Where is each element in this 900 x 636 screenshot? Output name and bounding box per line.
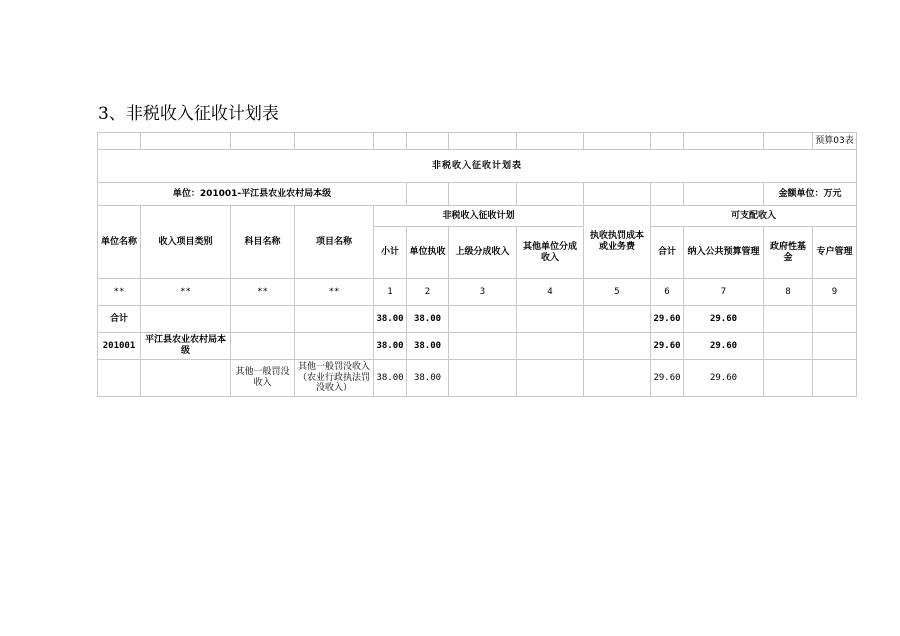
header-other-share: 其他单位分成收入 — [517, 227, 584, 279]
total-public-budget: 29.60 — [684, 306, 764, 333]
org-public-budget: 29.60 — [684, 333, 764, 360]
org-name: 平江县农业农村局本级 — [141, 333, 231, 360]
non-tax-plan-table — [97, 132, 857, 397]
total-row — [98, 306, 857, 333]
header-disposable-group: 可支配收入 — [651, 206, 857, 227]
org-total: 29.60 — [651, 333, 684, 360]
header-unit-name: 单位名称 — [98, 206, 141, 279]
index-cell: 7 — [684, 279, 764, 306]
item-row — [98, 360, 857, 397]
index-cell: 4 — [517, 279, 584, 306]
item-public-budget: 29.60 — [684, 360, 764, 397]
index-cell: ** — [295, 279, 374, 306]
index-cell: 2 — [407, 279, 449, 306]
total-label: 合计 — [98, 306, 141, 333]
header-total: 合计 — [651, 227, 684, 279]
unit-label: 单位：201001-平江县农业农村局本级 — [98, 183, 407, 206]
item-total: 29.60 — [651, 360, 684, 397]
index-cell: 9 — [813, 279, 857, 306]
header-subject-name: 科目名称 — [231, 206, 295, 279]
header-upper-share: 上级分成收入 — [449, 227, 517, 279]
header-public-budget: 纳入公共预算管理 — [684, 227, 764, 279]
header-subtotal: 小计 — [374, 227, 407, 279]
spreadsheet — [97, 132, 856, 402]
index-row — [98, 279, 857, 306]
item-project: 其他一般罚没收入（农业行政执法罚没收入） — [295, 360, 374, 397]
index-cell: ** — [98, 279, 141, 306]
index-cell: 5 — [584, 279, 651, 306]
item-subject: 其他一般罚没收入 — [231, 360, 295, 397]
org-code: 201001 — [98, 333, 141, 360]
table-title: 非税收入征收计划表 — [98, 150, 857, 183]
index-cell: ** — [231, 279, 295, 306]
header-unit-enforce: 单位执收 — [407, 227, 449, 279]
index-cell: 1 — [374, 279, 407, 306]
org-row — [98, 333, 857, 360]
total-subtotal: 38.00 — [374, 306, 407, 333]
header-enforcement-cost: 执收执罚成本或业务费 — [584, 206, 651, 279]
total-unit-enforce: 38.00 — [407, 306, 449, 333]
header-special: 专户管理 — [813, 227, 857, 279]
index-cell: 6 — [651, 279, 684, 306]
item-subtotal: 38.00 — [374, 360, 407, 397]
header-gov-fund: 政府性基金 — [764, 227, 813, 279]
index-cell: 3 — [449, 279, 517, 306]
header-income-type: 收入项目类别 — [141, 206, 231, 279]
amount-unit-label: 金额单位：万元 — [764, 183, 857, 206]
index-cell: ** — [141, 279, 231, 306]
header-project-name: 项目名称 — [295, 206, 374, 279]
index-cell: 8 — [764, 279, 813, 306]
org-subtotal: 38.00 — [374, 333, 407, 360]
item-unit-enforce: 38.00 — [407, 360, 449, 397]
section-heading: 3、非税收入征收计划表 — [98, 104, 279, 124]
org-unit-enforce: 38.00 — [407, 333, 449, 360]
total-total: 29.60 — [651, 306, 684, 333]
header-plan-group: 非税收入征收计划 — [374, 206, 584, 227]
table-code-label: 预算03表 — [813, 133, 857, 150]
